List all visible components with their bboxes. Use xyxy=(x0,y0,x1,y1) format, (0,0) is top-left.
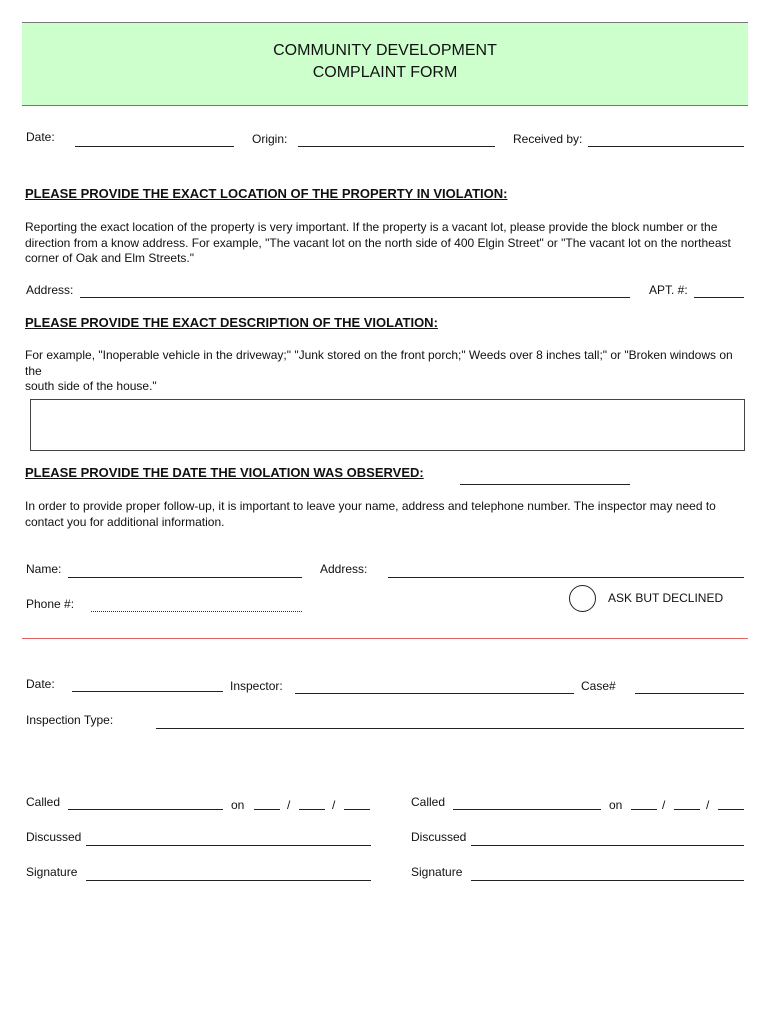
property-address-label: Address: xyxy=(26,283,74,297)
inspector-label: Inspector: xyxy=(230,679,283,693)
right-discussed-field[interactable] xyxy=(471,845,744,846)
inspection-type-field[interactable] xyxy=(156,728,744,729)
phone-label: Phone #: xyxy=(26,597,75,611)
right-day-field[interactable] xyxy=(674,809,700,810)
right-signature-label: Signature xyxy=(411,865,463,879)
ask-but-declined-checkbox[interactable] xyxy=(569,585,596,612)
observed-date-field[interactable] xyxy=(460,484,630,485)
left-called-field[interactable] xyxy=(68,809,223,810)
followup-text-line2: contact you for additional information. xyxy=(25,514,225,529)
left-day-field[interactable] xyxy=(299,809,325,810)
left-year-field[interactable] xyxy=(344,809,370,810)
followup-text xyxy=(25,499,750,530)
right-month-field[interactable] xyxy=(631,809,657,810)
name-label: Name: xyxy=(26,562,62,576)
office-date-label: Date: xyxy=(26,677,55,691)
location-instructions-line2: direction from a know address. For example, "The vacant lot on the north side of 400 Elgin Street" or "The vacant lot on the northeast xyxy=(25,235,731,250)
left-discussed-field[interactable] xyxy=(86,845,371,846)
right-date-separator-2: / xyxy=(706,798,710,812)
form-title-line1: COMMUNITY DEVELOPMENT xyxy=(273,42,497,59)
right-signature-field[interactable] xyxy=(471,880,744,881)
intake-date-label: Date: xyxy=(26,130,55,144)
right-called-field[interactable] xyxy=(453,809,601,810)
location-heading: PLEASE PROVIDE THE EXACT LOCATION OF THE PROPERTY IN VIOLATION: xyxy=(25,186,508,201)
apt-label: APT. #: xyxy=(649,283,688,297)
left-discussed-label: Discussed xyxy=(26,830,82,844)
location-instructions xyxy=(25,220,750,267)
phone-field[interactable] xyxy=(91,611,302,612)
left-date-separator-1: / xyxy=(287,798,291,812)
origin-field[interactable] xyxy=(298,146,495,147)
origin-label: Origin: xyxy=(252,132,288,146)
left-signature-field[interactable] xyxy=(86,880,371,881)
violation-example-line2: south side of the house." xyxy=(25,379,157,393)
right-date-separator-1: / xyxy=(662,798,666,812)
right-year-field[interactable] xyxy=(718,809,744,810)
left-signature-label: Signature xyxy=(26,865,78,879)
followup-text-line1: In order to provide proper follow-up, it is important to leave your name, address and telephone number. The inspector may need to xyxy=(25,499,716,513)
violation-example xyxy=(25,348,750,395)
violation-example-line1: For example, "Inoperable vehicle in the driveway;" "Junk stored on the front porch;" Weeds over 8 inches tall;" or "Broken windows on the xyxy=(25,348,733,378)
property-address-field[interactable] xyxy=(80,297,630,298)
location-instructions-line1: Reporting the exact location of the property is very important. If the property is a vacant lot, please provide the block number or the xyxy=(25,220,718,234)
left-month-field[interactable] xyxy=(254,809,280,810)
left-called-label: Called xyxy=(26,795,61,809)
name-field[interactable] xyxy=(68,577,302,578)
office-use-divider xyxy=(22,638,748,639)
location-instructions-line3: corner of Oak and Elm Streets." xyxy=(25,251,194,265)
intake-date-field[interactable] xyxy=(75,146,234,147)
complainant-address-field[interactable] xyxy=(388,577,744,578)
complainant-address-label: Address: xyxy=(320,562,368,576)
case-number-field[interactable] xyxy=(635,693,744,694)
observed-date-heading: PLEASE PROVIDE THE DATE THE VIOLATION WAS OBSERVED: xyxy=(25,465,424,480)
violation-description-box[interactable] xyxy=(30,399,745,451)
form-title-line2: COMPLAINT FORM xyxy=(312,64,458,81)
apt-field[interactable] xyxy=(694,297,744,298)
right-on-label: on xyxy=(609,798,623,812)
violation-heading: PLEASE PROVIDE THE EXACT DESCRIPTION OF THE VIOLATION: xyxy=(25,315,438,330)
case-number-label: Case# xyxy=(581,679,616,693)
received-by-label: Received by: xyxy=(513,132,583,146)
office-date-field[interactable] xyxy=(72,691,223,692)
right-discussed-label: Discussed xyxy=(411,830,467,844)
left-on-label: on xyxy=(231,798,245,812)
left-date-separator-2: / xyxy=(332,798,336,812)
ask-but-declined-label: ASK BUT DECLINED xyxy=(608,591,724,605)
received-by-field[interactable] xyxy=(588,146,744,147)
inspector-field[interactable] xyxy=(295,693,574,694)
inspection-type-label: Inspection Type: xyxy=(26,713,114,727)
right-called-label: Called xyxy=(411,795,446,809)
form-header xyxy=(22,22,748,106)
